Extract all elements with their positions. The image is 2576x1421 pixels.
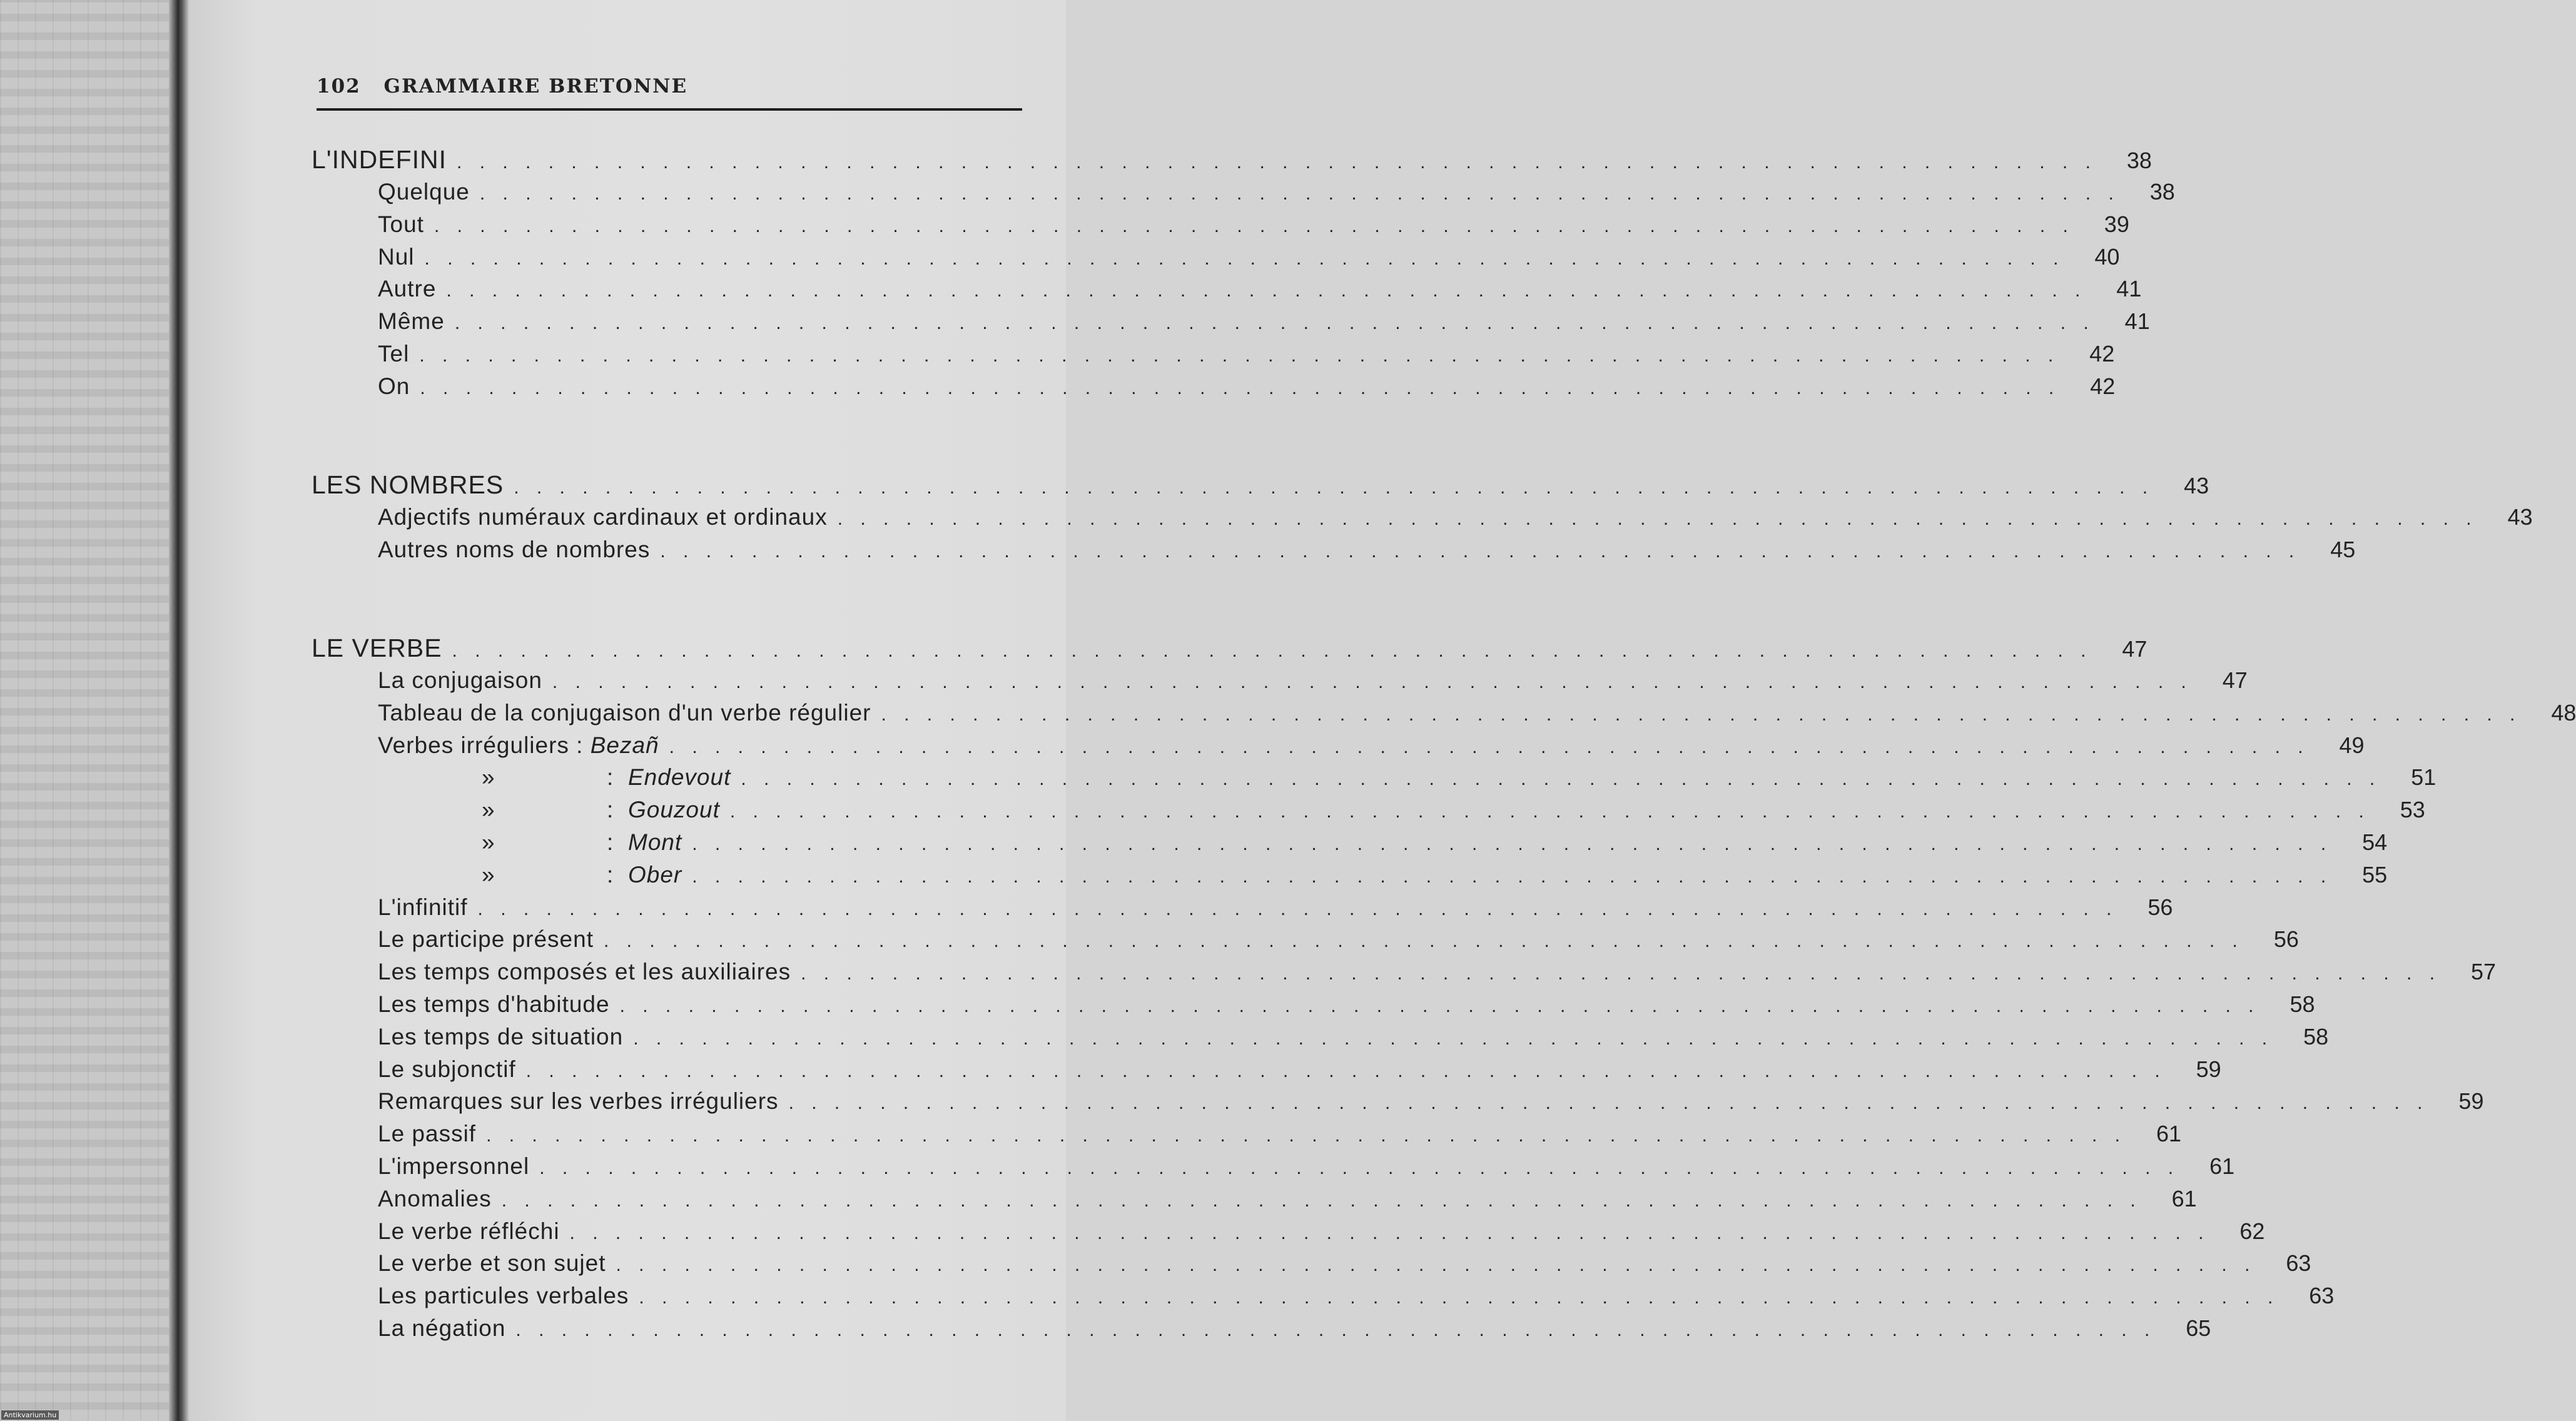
toc-entry <box>378 1023 2329 1050</box>
toc-heading-label: LE VERBE <box>312 634 442 662</box>
toc-entry <box>378 504 2533 530</box>
colon: : <box>607 829 614 855</box>
toc-entry-label: Les temps composés et les auxiliaires <box>378 959 791 985</box>
dot-leader: . . . . . . . . . . . . . . . . . . . . . . . . . . . . . . . . . . . . . . . . . . . . . . . . . . . . . . . . . . . . . . . . . . . . . . . . <box>479 183 2120 204</box>
toc-entry <box>378 1056 2221 1083</box>
dot-leader: . . . . . . . . . . . . . . . . . . . . . . . . . . . . . . . . . . . . . . . . . . . . . . . . . . . . . . . . . . . . . . . . . . . . . . . . <box>729 801 2370 822</box>
toc-entry-label: Les temps d'habitude <box>378 991 610 1017</box>
dot-leader: . . . . . . . . . . . . . . . . . . . . . . . . . . . . . . . . . . . . . . . . . . . . . . . . . . . . . . . . . . . . . . . . . . . . . . . . <box>669 736 2310 757</box>
dot-leader: . . . . . . . . . . . . . . . . . . . . . . . . . . . . . . . . . . . . . . . . . . . . . . . . . . . . . . . . . . . . . . . . . . . . . . . . <box>639 1287 2279 1308</box>
toc-heading <box>312 470 2209 500</box>
toc-entry-label <box>378 732 659 759</box>
toc-entry-label: Le passif <box>378 1121 477 1147</box>
dot-leader: . . . . . . . . . . . . . . . . . . . . . . . . . . . . . . . . . . . . . . . . . . . . . . . . . . . . . . . . . . . . . . . . . . . . . . . . <box>633 1028 2274 1049</box>
toc-entry-label: Remarques sur les verbes irréguliers <box>378 1088 779 1115</box>
dot-leader: . . . . . . . . . . . . . . . . . . . . . . . . . . . . . . . . . . . . . . . . . . . . . . . . . . . . . . . . . . . . . . . . . . . . . . . . <box>501 1190 2142 1211</box>
toc-entry <box>378 276 2142 302</box>
dot-leader: . . . . . . . . . . . . . . . . . . . . . . . . . . . . . . . . . . . . . . . . . . . . . . . . . . . . . . . . . . . . . . . . . . . . . . . . <box>434 215 2074 236</box>
toc-page-number: 40 <box>2094 243 2120 270</box>
toc-entry-label: Anomalies <box>378 1185 492 1211</box>
dot-leader: . . . . . . . . . . . . . . . . . . . . . . . . . . . . . . . . . . . . . . . . . . . . . . . . . . . . . . . . . . . . . . . . . . . . . . . . <box>881 704 2522 725</box>
toc-page-number: 65 <box>2186 1315 2211 1341</box>
toc-page-number: 41 <box>2124 308 2150 335</box>
dot-leader: . . . . . . . . . . . . . . . . . . . . . . . . . . . . . . . . . . . . . . . . . . . . . . . . . . . . . . . . . . . . . . . . . . . . . . . . <box>525 1060 2166 1081</box>
toc-page-number: 54 <box>2362 829 2388 855</box>
toc-entry <box>378 1185 2197 1212</box>
page-number: 102 <box>317 75 361 98</box>
dot-leader: . . . . . . . . . . . . . . . . . . . . . . . . . . . . . . . . . . . . . . . . . . . . . . . . . . . . . . . . . . . . . . . . . . . . . . . . <box>837 508 2478 529</box>
toc-entry-label <box>378 797 720 823</box>
toc-entry-label: Tel <box>378 341 410 367</box>
book-gutter <box>169 0 189 1421</box>
dot-leader: . . . . . . . . . . . . . . . . . . . . . . . . . . . . . . . . . . . . . . . . . . . . . . . . . . . . . . . . . . . . . . . . . . . . . . . . <box>569 1222 2210 1243</box>
toc-entry-label: Tableau de la conjugaison d'un verbe régulier <box>378 699 871 726</box>
toc-entry-label: Adjectifs numéraux cardinaux et ordinaux <box>378 504 828 530</box>
dot-leader: . . . . . . . . . . . . . . . . . . . . . . . . . . . . . . . . . . . . . . . . . . . . . . . . . . . . . . . . . . . . . . . . . . . . . . . . <box>539 1158 2180 1178</box>
toc-entry <box>378 243 2120 270</box>
dot-leader: . . . . . . . . . . . . . . . . . . . . . . . . . . . . . . . . . . . . . . . . . . . . . . . . . . . . . . . . . . . . . . . . . . . . . . . . <box>477 898 2118 919</box>
toc-heading <box>312 145 2152 174</box>
dot-leader: . . . . . . . . . . . . . . . . . . . . . . . . . . . . . . . . . . . . . . . . . . . . . . . . . . . . . . . . . . . . . . . . . . . . . . . . <box>424 248 2065 269</box>
toc-page-number: 61 <box>2171 1185 2197 1211</box>
toc-heading <box>312 634 2148 663</box>
toc-entry <box>378 861 2388 888</box>
toc-page-number: 51 <box>2411 764 2437 791</box>
ditto-mark: » <box>482 764 495 791</box>
toc-entry-label: Les temps de situation <box>378 1023 624 1049</box>
toc-entry <box>378 1121 2181 1147</box>
toc-entry <box>378 1283 2335 1309</box>
dot-leader: . . . . . . . . . . . . . . . . . . . . . . . . . . . . . . . . . . . . . . . . . . . . . . . . . . . . . . . . . . . . . . . . . . . . . . . . <box>452 640 2092 661</box>
toc-page-number: 43 <box>2507 504 2533 530</box>
dot-leader: . . . . . . . . . . . . . . . . . . . . . . . . . . . . . . . . . . . . . . . . . . . . . . . . . . . . . . . . . . . . . . . . . . . . . . . . <box>741 769 2381 790</box>
verb-name: Endevout <box>628 764 731 791</box>
dot-leader: . . . . . . . . . . . . . . . . . . . . . . . . . . . . . . . . . . . . . . . . . . . . . . . . . . . . . . . . . . . . . . . . . . . . . . . . <box>514 477 2154 498</box>
toc-entry <box>378 179 2175 205</box>
toc-page-number: 56 <box>2148 894 2173 920</box>
dot-leader: . . . . . . . . . . . . . . . . . . . . . . . . . . . . . . . . . . . . . . . . . . . . . . . . . . . . . . . . . . . . . . . . . . . . . . . . <box>692 834 2333 854</box>
toc-entry-label: L'impersonnel <box>378 1153 530 1179</box>
toc-page-number: 47 <box>2122 636 2148 662</box>
toc-entry <box>378 1088 2484 1115</box>
toc-page-number: 53 <box>2400 797 2425 823</box>
toc-page-number: 61 <box>2156 1121 2181 1147</box>
toc-entry-label: La conjugaison <box>378 667 542 693</box>
ditto-mark: » <box>482 797 495 823</box>
header-rule <box>317 108 1022 111</box>
dot-leader: . . . . . . . . . . . . . . . . . . . . . . . . . . . . . . . . . . . . . . . . . . . . . . . . . . . . . . . . . . . . . . . . . . . . . . . . <box>486 1125 2126 1146</box>
toc-page-number: 59 <box>2196 1056 2221 1082</box>
toc-entry-label: On <box>378 373 410 399</box>
left-page-edge <box>0 0 169 1421</box>
toc-page-number: 58 <box>2289 991 2315 1017</box>
toc-entry <box>378 667 2248 694</box>
colon: : <box>607 797 614 823</box>
toc-entry <box>378 341 2115 367</box>
toc-page-number: 62 <box>2239 1218 2265 1244</box>
toc-entry-label: Nul <box>378 243 415 270</box>
toc-entry <box>378 308 2150 335</box>
toc-entry-label: Le subjonctif <box>378 1056 516 1082</box>
toc-page-number: 59 <box>2458 1088 2484 1115</box>
verb-name: Gouzout <box>628 797 720 823</box>
dot-leader: . . . . . . . . . . . . . . . . . . . . . . . . . . . . . . . . . . . . . . . . . . . . . . . . . . . . . . . . . . . . . . . . . . . . . . . . <box>457 152 2097 173</box>
colon: : <box>607 764 614 791</box>
toc-page-number: 57 <box>2470 959 2497 985</box>
ditto-mark: » <box>482 829 495 855</box>
toc-entry <box>378 991 2315 1018</box>
toc-entry-label <box>378 764 731 791</box>
toc-entry <box>378 829 2388 856</box>
toc-entry-label <box>378 829 682 856</box>
toc-page-number: 43 <box>2184 473 2209 498</box>
toc-heading-label: LES NOMBRES <box>312 470 504 499</box>
dot-leader: . . . . . . . . . . . . . . . . . . . . . . . . . . . . . . . . . . . . . . . . . . . . . . . . . . . . . . . . . . . . . . . . . . . . . . . . <box>419 345 2060 366</box>
verb-name: Mont <box>628 829 682 855</box>
toc-page-number: 58 <box>2303 1023 2329 1049</box>
dot-leader: . . . . . . . . . . . . . . . . . . . . . . . . . . . . . . . . . . . . . . . . . . . . . . . . . . . . . . . . . . . . . . . . . . . . . . . . <box>446 280 2087 301</box>
toc-entry <box>378 536 2356 563</box>
toc-entry <box>378 894 2173 921</box>
toc-entry-label: Autre <box>378 276 437 302</box>
toc-page-number: 48 <box>2551 699 2576 726</box>
dot-leader: . . . . . . . . . . . . . . . . . . . . . . . . . . . . . . . . . . . . . . . . . . . . . . . . . . . . . . . . . . . . . . . . . . . . . . . . <box>692 866 2333 887</box>
dot-leader: . . . . . . . . . . . . . . . . . . . . . . . . . . . . . . . . . . . . . . . . . . . . . . . . . . . . . . . . . . . . . . . . . . . . . . . . <box>788 1093 2429 1114</box>
toc-entry <box>378 732 2365 759</box>
toc-page-number: 63 <box>2286 1250 2311 1277</box>
toc-entry-label: Le verbe réfléchi <box>378 1218 560 1244</box>
dot-leader: . . . . . . . . . . . . . . . . . . . . . . . . . . . . . . . . . . . . . . . . . . . . . . . . . . . . . . . . . . . . . . . . . . . . . . . . <box>552 672 2193 692</box>
toc-page-number: 47 <box>2222 667 2248 693</box>
toc-page-number: 39 <box>2104 211 2129 237</box>
dot-leader: . . . . . . . . . . . . . . . . . . . . . . . . . . . . . . . . . . . . . . . . . . . . . . . . . . . . . . . . . . . . . . . . . . . . . . . . <box>603 931 2244 952</box>
dot-leader: . . . . . . . . . . . . . . . . . . . . . . . . . . . . . . . . . . . . . . . . . . . . . . . . . . . . . . . . . . . . . . . . . . . . . . . . <box>616 1255 2256 1276</box>
entry-prefix: Verbes irréguliers : <box>378 732 584 758</box>
toc-entry-label <box>378 862 682 888</box>
toc-page-number: 45 <box>2330 536 2356 562</box>
toc-entry <box>378 1218 2265 1245</box>
toc-entry-label: Les particules verbales <box>378 1283 629 1309</box>
toc-entry-label: Le verbe et son sujet <box>378 1250 606 1277</box>
toc-heading-label: L'INDEFINI <box>312 145 447 174</box>
dot-leader: . . . . . . . . . . . . . . . . . . . . . . . . . . . . . . . . . . . . . . . . . . . . . . . . . . . . . . . . . . . . . . . . . . . . . . . . <box>660 540 2301 562</box>
watermark: Antikvarium.hu <box>1 1410 59 1420</box>
dot-leader: . . . . . . . . . . . . . . . . . . . . . . . . . . . . . . . . . . . . . . . . . . . . . . . . . . . . . . . . . . . . . . . . . . . . . . . . <box>515 1320 2156 1340</box>
toc-page-number: 55 <box>2362 861 2388 887</box>
toc-page-number: 63 <box>2309 1283 2335 1309</box>
toc-entry-label: La négation <box>378 1315 506 1341</box>
toc-entry <box>378 764 2437 791</box>
toc-entry <box>378 797 2425 823</box>
toc-page-number: 56 <box>2273 926 2299 953</box>
toc-entry <box>378 1315 2211 1342</box>
toc-entry <box>378 959 2497 985</box>
colon: : <box>607 861 614 887</box>
toc-entry-label: Quelque <box>378 179 470 205</box>
toc-entry <box>378 1250 2311 1277</box>
toc-page-number: 49 <box>2339 732 2365 758</box>
book-title: GRAMMAIRE BRETONNE <box>383 75 688 98</box>
toc-page-number: 38 <box>2126 148 2152 173</box>
toc-entry-label: Tout <box>378 211 424 237</box>
toc-entry <box>378 211 2129 238</box>
toc-entry <box>378 699 2576 726</box>
dot-leader: . . . . . . . . . . . . . . . . . . . . . . . . . . . . . . . . . . . . . . . . . . . . . . . . . . . . . . . . . . . . . . . . . . . . . . . . <box>420 377 2061 398</box>
toc-entry-label: Autres noms de nombres <box>378 536 651 562</box>
verb-name: Bezañ <box>590 732 659 758</box>
toc-page-number: 41 <box>2116 276 2142 302</box>
toc-page-number: 38 <box>2149 179 2175 205</box>
dot-leader: . . . . . . . . . . . . . . . . . . . . . . . . . . . . . . . . . . . . . . . . . . . . . . . . . . . . . . . . . . . . . . . . . . . . . . . . <box>454 313 2095 334</box>
toc-entry <box>378 926 2299 953</box>
toc-page-number: 42 <box>2090 373 2116 399</box>
running-head <box>317 75 687 98</box>
toc-page-number: 61 <box>2209 1153 2235 1179</box>
toc-entry-label: Même <box>378 308 445 335</box>
toc-entry-label: Le participe présent <box>378 926 594 953</box>
toc-entry <box>378 1153 2235 1180</box>
dot-leader: . . . . . . . . . . . . . . . . . . . . . . . . . . . . . . . . . . . . . . . . . . . . . . . . . . . . . . . . . . . . . . . . . . . . . . . . <box>801 963 2442 984</box>
verb-name: Ober <box>628 861 682 887</box>
toc-entry-label: L'infinitif <box>378 894 468 920</box>
toc-entry <box>378 373 2116 400</box>
dot-leader: . . . . . . . . . . . . . . . . . . . . . . . . . . . . . . . . . . . . . . . . . . . . . . . . . . . . . . . . . . . . . . . . . . . . . . . . <box>619 996 2260 1016</box>
toc-page-number: 42 <box>2089 341 2115 367</box>
ditto-mark: » <box>482 861 495 887</box>
